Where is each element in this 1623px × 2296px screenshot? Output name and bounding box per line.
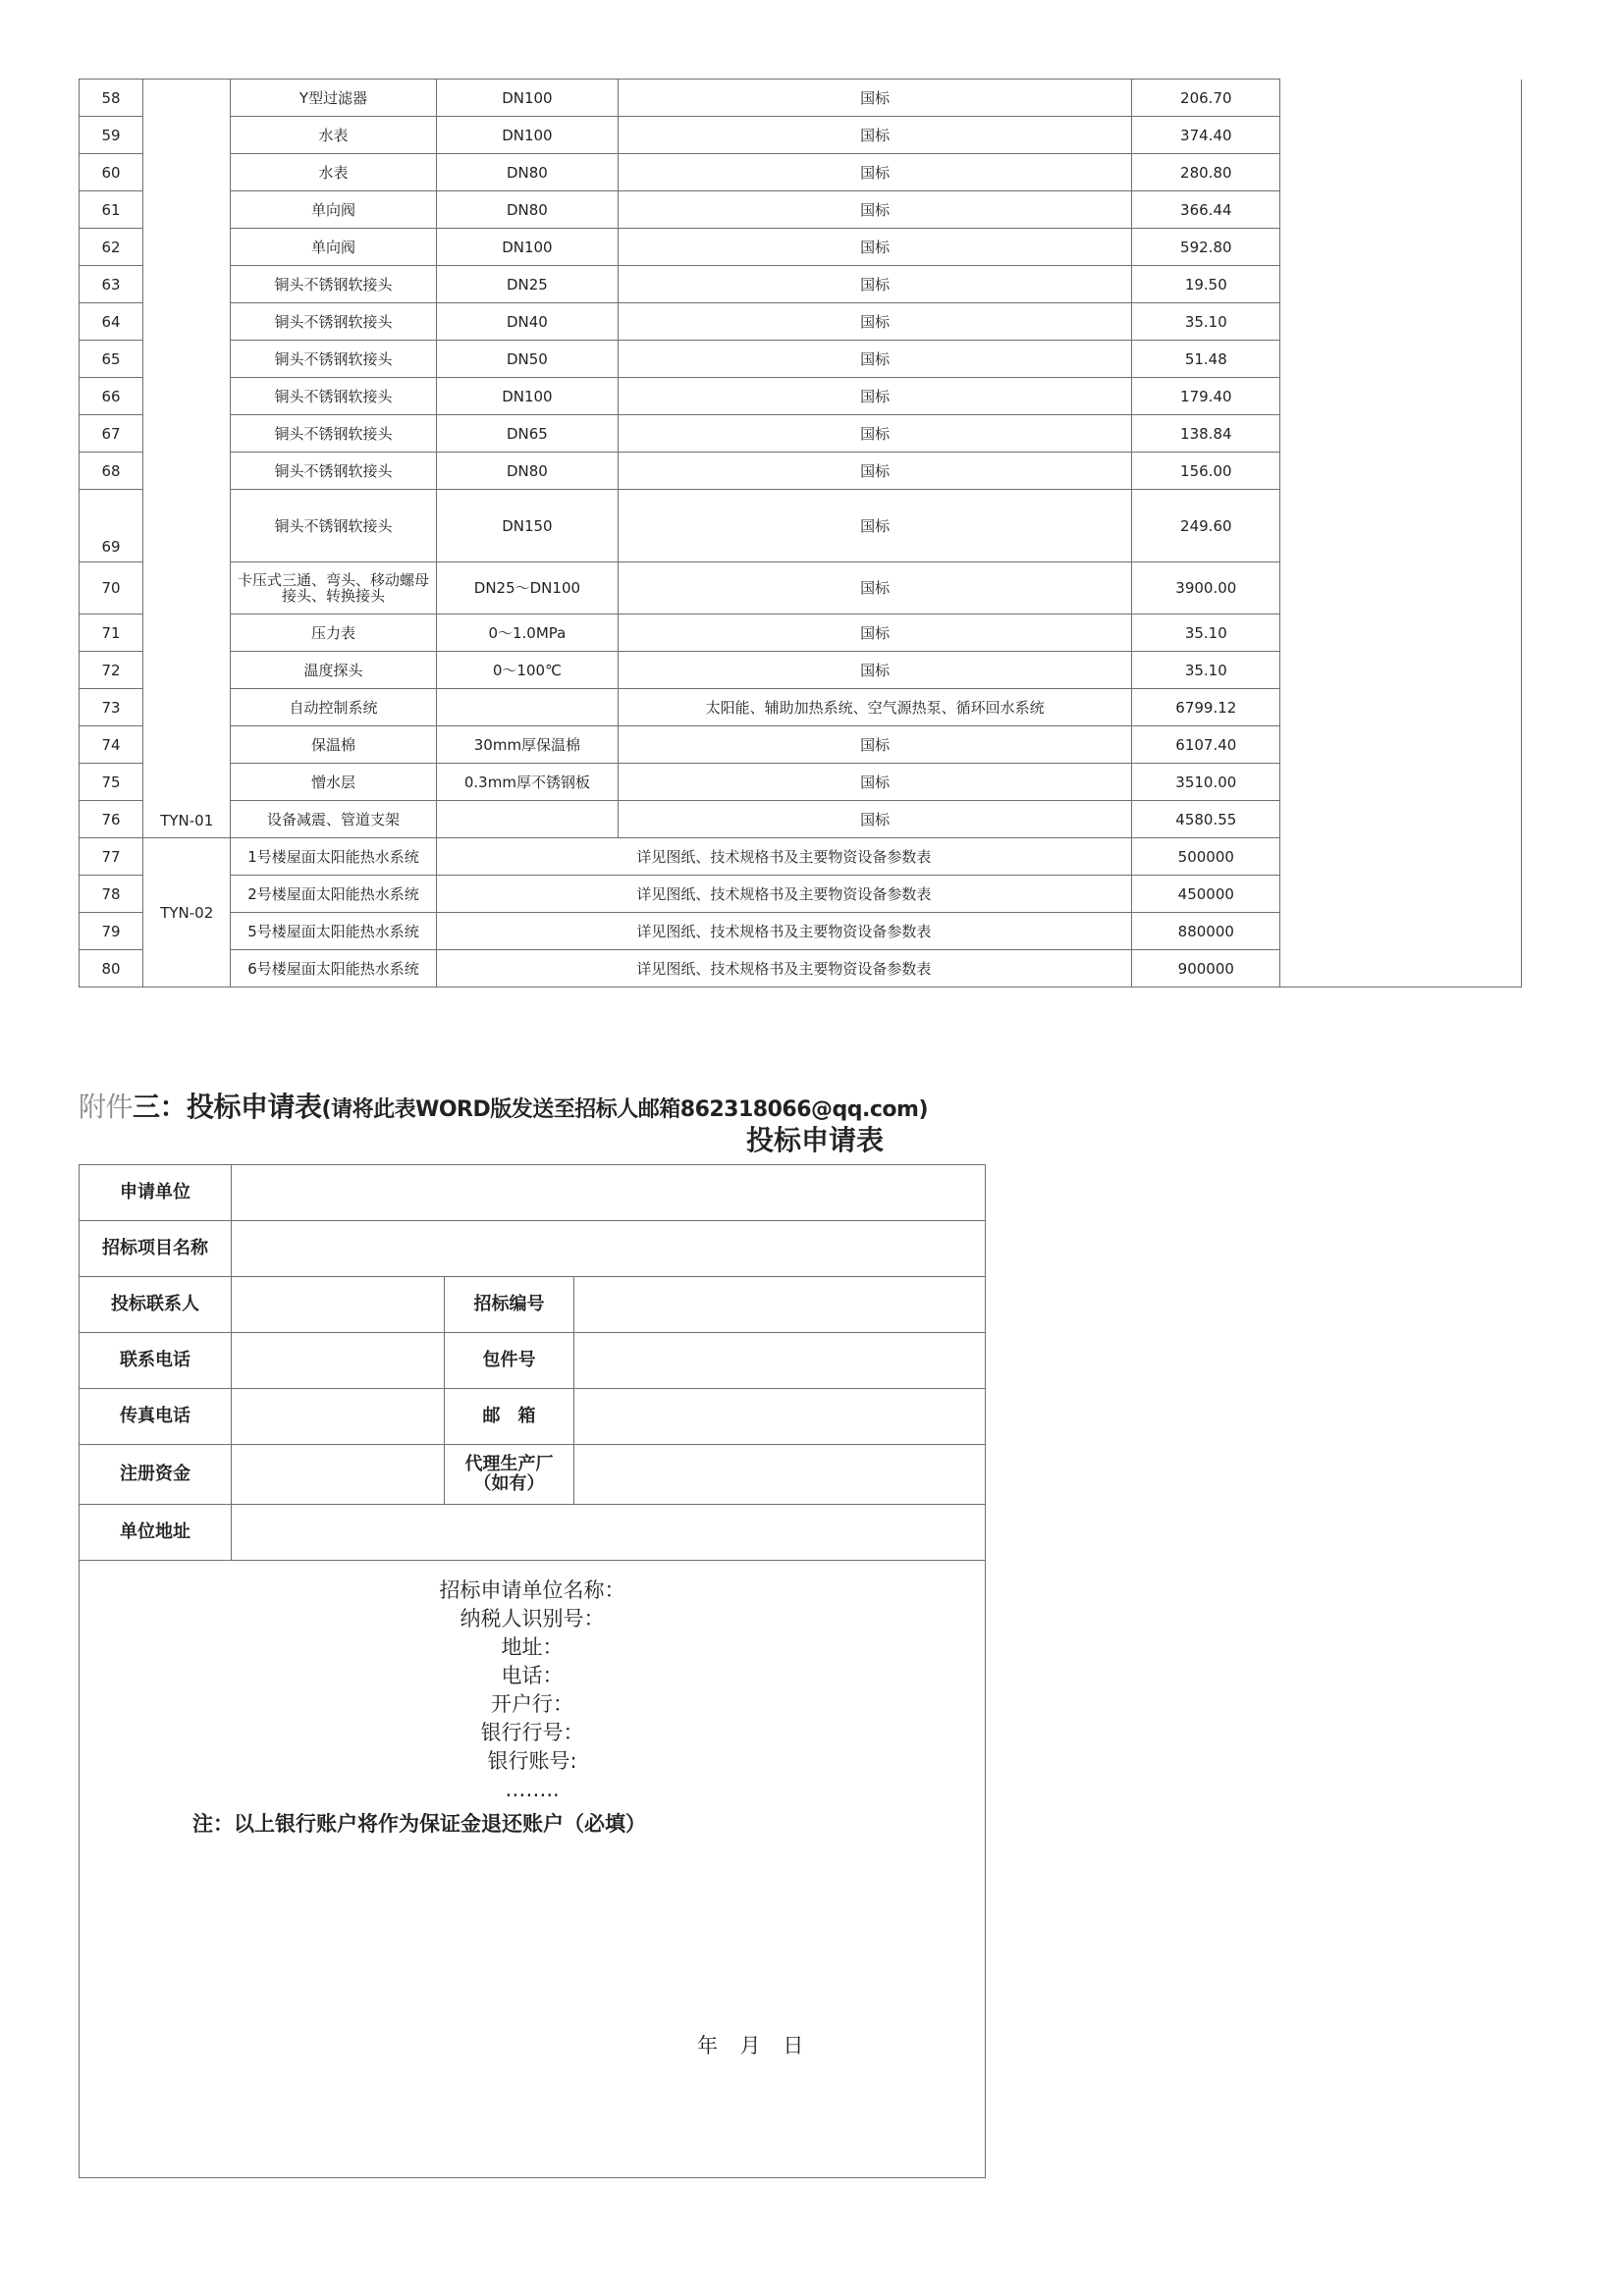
unit-address-field[interactable]	[232, 1505, 986, 1561]
group-code: TYN-01	[143, 80, 231, 838]
row-number: 67	[80, 415, 143, 453]
item-description: 详见图纸、技术规格书及主要物资设备参数表	[436, 838, 1131, 876]
item-standard: 国标	[619, 378, 1132, 415]
item-standard: 国标	[619, 453, 1132, 490]
item-name: 铜头不锈钢软接头	[231, 378, 436, 415]
bank-info-line: 地址：	[501, 1635, 564, 1659]
item-price: 19.50	[1132, 266, 1280, 303]
item-name: 单向阀	[231, 229, 436, 266]
item-spec: DN80	[436, 154, 618, 191]
bank-info-line: 电话：	[501, 1664, 564, 1687]
item-spec: 0～1.0MPa	[436, 614, 618, 652]
item-standard: 国标	[619, 652, 1132, 689]
item-spec: DN65	[436, 415, 618, 453]
item-price: 880000	[1132, 913, 1280, 950]
item-name: 温度探头	[231, 652, 436, 689]
label-unit-address: 单位地址	[80, 1505, 232, 1561]
row-number: 65	[80, 341, 143, 378]
item-price: 592.80	[1132, 229, 1280, 266]
row-number: 76	[80, 801, 143, 838]
item-spec: 30mm厚保温棉	[436, 726, 618, 764]
attachment-prefix: 附件	[79, 1091, 134, 1123]
item-standard: 国标	[619, 614, 1132, 652]
item-spec: DN100	[436, 117, 618, 154]
item-name: 卡压式三通、弯头、移动螺母接头、转换接头	[231, 562, 436, 614]
item-standard: 国标	[619, 726, 1132, 764]
item-spec	[436, 689, 618, 726]
item-price: 450000	[1132, 876, 1280, 913]
fax-field[interactable]	[232, 1389, 445, 1445]
bank-info-line: 开户行：	[491, 1692, 573, 1716]
item-price: 900000	[1132, 950, 1280, 988]
item-price: 51.48	[1132, 341, 1280, 378]
item-price: 6107.40	[1132, 726, 1280, 764]
item-name: 保温棉	[231, 726, 436, 764]
item-description: 详见图纸、技术规格书及主要物资设备参数表	[436, 913, 1131, 950]
row-number: 58	[80, 80, 143, 117]
label-phone: 联系电话	[80, 1333, 232, 1389]
label-contact-person: 投标联系人	[80, 1277, 232, 1333]
label-bid-number: 招标编号	[445, 1277, 574, 1333]
item-spec: DN100	[436, 378, 618, 415]
row-number: 66	[80, 378, 143, 415]
attachment-note: (请将此表WORD版发送至招标人邮箱862318066@qq.com)	[321, 1097, 929, 1122]
item-standard: 国标	[619, 229, 1132, 266]
row-number: 71	[80, 614, 143, 652]
item-name: 设备减震、管道支架	[231, 801, 436, 838]
item-name: 1号楼屋面太阳能热水系统	[231, 838, 436, 876]
item-spec: 0.3mm厚不锈钢板	[436, 764, 618, 801]
item-price: 179.40	[1132, 378, 1280, 415]
item-price: 35.10	[1132, 614, 1280, 652]
row-number: 59	[80, 117, 143, 154]
item-standard: 国标	[619, 801, 1132, 838]
item-description: 详见图纸、技术规格书及主要物资设备参数表	[436, 876, 1131, 913]
applicant-unit-field[interactable]	[232, 1165, 986, 1221]
item-spec: DN150	[436, 490, 618, 562]
registered-capital-field[interactable]	[232, 1445, 445, 1505]
item-price: 366.44	[1132, 191, 1280, 229]
row-number: 74	[80, 726, 143, 764]
item-price: 138.84	[1132, 415, 1280, 453]
date-line: 年 月 日	[697, 2034, 812, 2057]
label-agent-manufacturer: 代理生产厂（如有）	[445, 1445, 574, 1505]
item-price: 249.60	[1132, 490, 1280, 562]
item-name: 铜头不锈钢软接头	[231, 490, 436, 562]
item-name: 水表	[231, 117, 436, 154]
row-number: 70	[80, 562, 143, 614]
row-number: 79	[80, 913, 143, 950]
project-name-field[interactable]	[232, 1221, 986, 1277]
item-name: Y型过滤器	[231, 80, 436, 117]
item-standard: 国标	[619, 764, 1132, 801]
item-standard: 国标	[619, 562, 1132, 614]
item-spec: DN25～DN100	[436, 562, 618, 614]
item-standard: 国标	[619, 154, 1132, 191]
item-price: 156.00	[1132, 453, 1280, 490]
item-name: 铜头不锈钢软接头	[231, 266, 436, 303]
row-number: 69	[80, 490, 143, 562]
table-row	[80, 80, 1522, 117]
item-name: 铜头不锈钢软接头	[231, 453, 436, 490]
item-spec: DN100	[436, 80, 618, 117]
item-spec: DN50	[436, 341, 618, 378]
form-title: 投标申请表	[746, 1124, 885, 1156]
item-standard: 国标	[619, 303, 1132, 341]
item-name: 5号楼屋面太阳能热水系统	[231, 913, 436, 950]
item-name: 水表	[231, 154, 436, 191]
item-name: 2号楼屋面太阳能热水系统	[231, 876, 436, 913]
row-number: 75	[80, 764, 143, 801]
label-package-number: 包件号	[445, 1333, 574, 1389]
email-field[interactable]	[574, 1389, 986, 1445]
group-code: TYN-02	[143, 838, 231, 988]
row-number: 60	[80, 154, 143, 191]
label-project-name: 招标项目名称	[80, 1221, 232, 1277]
item-spec: DN40	[436, 303, 618, 341]
equipment-table-body	[80, 80, 1522, 988]
bank-info-line: ……..	[505, 1778, 560, 1801]
empty-column	[1280, 80, 1522, 988]
item-price: 206.70	[1132, 80, 1280, 117]
bank-info-lines	[80, 1576, 985, 1839]
item-price: 280.80	[1132, 154, 1280, 191]
row-number: 64	[80, 303, 143, 341]
row-number: 77	[80, 838, 143, 876]
row-number: 80	[80, 950, 143, 988]
item-description: 详见图纸、技术规格书及主要物资设备参数表	[436, 950, 1131, 988]
item-standard: 国标	[619, 191, 1132, 229]
item-price: 4580.55	[1132, 801, 1280, 838]
item-price: 6799.12	[1132, 689, 1280, 726]
item-spec: DN80	[436, 453, 618, 490]
row-number: 78	[80, 876, 143, 913]
item-standard: 国标	[619, 415, 1132, 453]
item-name: 自动控制系统	[231, 689, 436, 726]
package-number-field[interactable]	[574, 1333, 986, 1389]
item-price: 35.10	[1132, 652, 1280, 689]
row-number: 61	[80, 191, 143, 229]
item-name: 压力表	[231, 614, 436, 652]
label-fax: 传真电话	[80, 1389, 232, 1445]
label-registered-capital: 注册资金	[80, 1445, 232, 1505]
phone-field[interactable]	[232, 1333, 445, 1389]
item-spec: DN80	[436, 191, 618, 229]
item-spec: DN25	[436, 266, 618, 303]
attachment-title: 三：投标申请表	[133, 1091, 322, 1123]
item-name: 铜头不锈钢软接头	[231, 303, 436, 341]
item-name: 单向阀	[231, 191, 436, 229]
row-number: 68	[80, 453, 143, 490]
bank-info-block[interactable]	[80, 1561, 986, 2178]
row-number: 72	[80, 652, 143, 689]
contact-person-field[interactable]	[232, 1277, 445, 1333]
item-name: 铜头不锈钢软接头	[231, 341, 436, 378]
item-standard: 国标	[619, 341, 1132, 378]
equipment-table	[79, 79, 1522, 988]
item-standard: 国标	[619, 80, 1132, 117]
bid-number-field[interactable]	[574, 1277, 986, 1333]
item-price: 3900.00	[1132, 562, 1280, 614]
row-number: 63	[80, 266, 143, 303]
bank-note: 注：以上银行账户将作为保证金退还账户（必填）	[192, 1812, 646, 1836]
row-number: 62	[80, 229, 143, 266]
item-spec: DN100	[436, 229, 618, 266]
item-standard: 国标	[619, 266, 1132, 303]
item-price: 374.40	[1132, 117, 1280, 154]
row-number: 73	[80, 689, 143, 726]
bank-info-line: 纳税人识别号：	[460, 1607, 605, 1630]
item-standard: 国标	[619, 117, 1132, 154]
application-form	[79, 1164, 986, 2178]
item-standard: 国标	[619, 490, 1132, 562]
bank-info-line: 银行行号：	[480, 1721, 584, 1744]
item-name: 铜头不锈钢软接头	[231, 415, 436, 453]
bank-info-line: 银行账号:	[487, 1749, 577, 1773]
bank-info-line: 招标申请单位名称：	[439, 1578, 625, 1602]
item-price: 35.10	[1132, 303, 1280, 341]
agent-manufacturer-field[interactable]	[574, 1445, 986, 1505]
item-spec	[436, 801, 618, 838]
label-applicant-unit: 申请单位	[80, 1165, 232, 1221]
item-price: 3510.00	[1132, 764, 1280, 801]
item-price: 500000	[1132, 838, 1280, 876]
item-standard: 太阳能、辅助加热系统、空气源热泵、循环回水系统	[619, 689, 1132, 726]
item-name: 6号楼屋面太阳能热水系统	[231, 950, 436, 988]
item-spec: 0～100℃	[436, 652, 618, 689]
label-email: 邮 箱	[445, 1389, 574, 1445]
item-name: 憎水层	[231, 764, 436, 801]
